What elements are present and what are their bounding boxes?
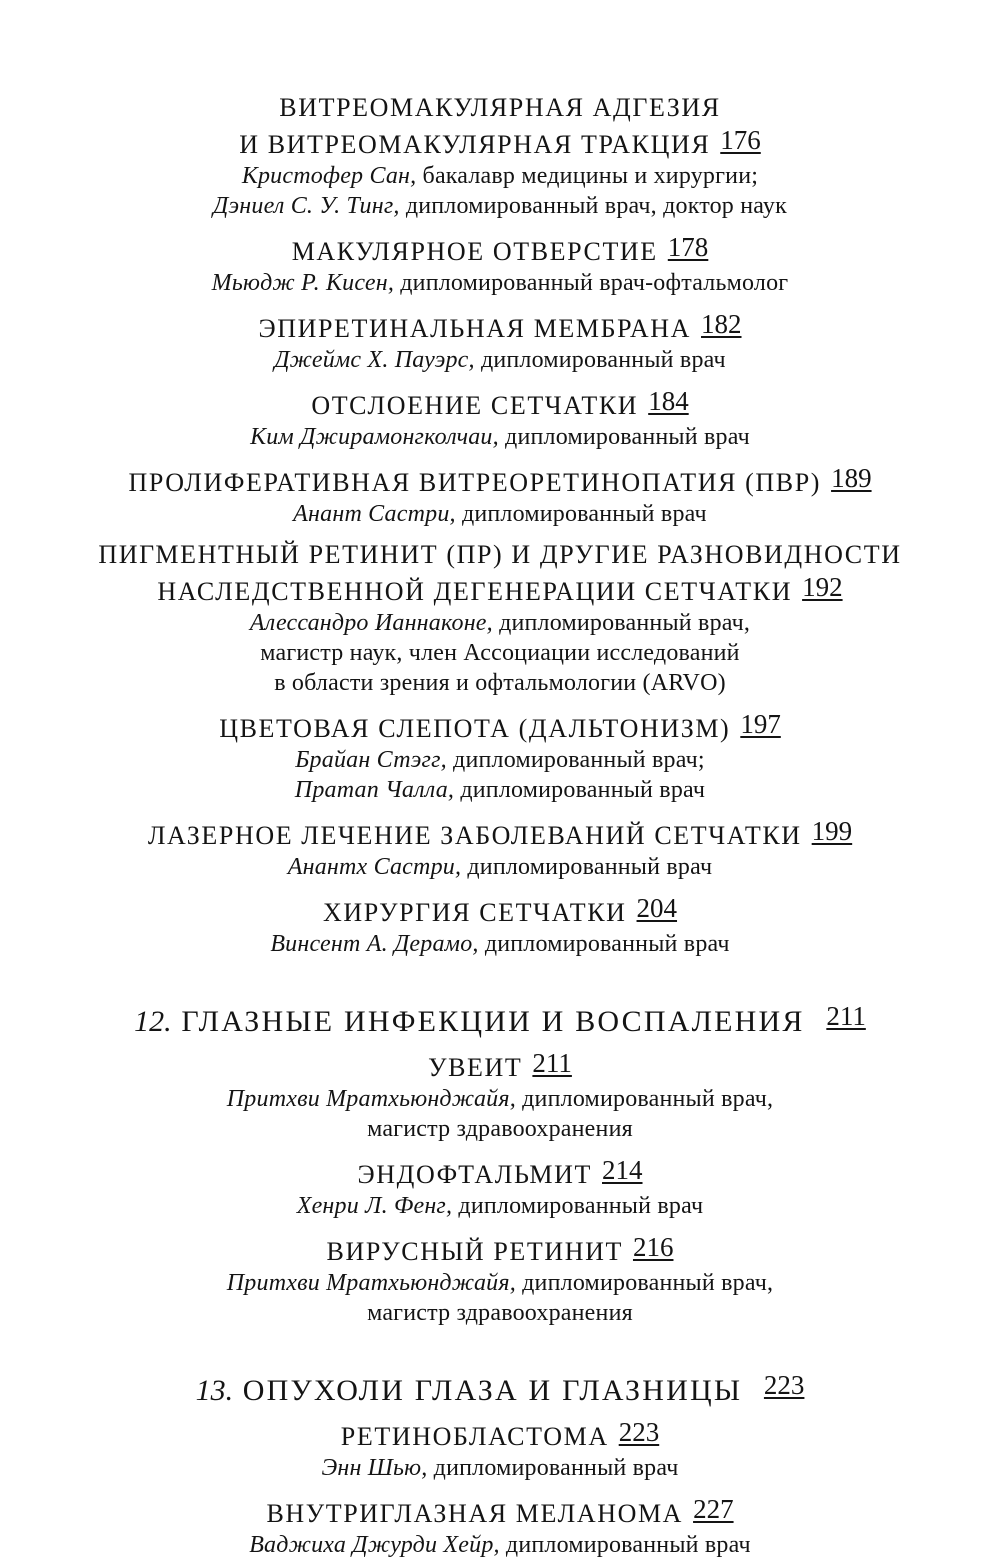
entry-title-line: ОТСЛОЕНИЕ СЕТЧАТКИ [311, 391, 639, 420]
entry-page-number[interactable]: 184 [648, 386, 689, 416]
author-name: Дэниел С. У. Тинг, [213, 193, 400, 219]
author-credentials: дипломированный врач, [499, 610, 751, 636]
entry-authors [0, 499, 1000, 529]
author-name: Ким Джирамонгколчаи, [250, 424, 499, 450]
entry-title [0, 1154, 1000, 1191]
entry-authors [0, 745, 1000, 805]
entry-title [0, 1493, 1000, 1530]
entry-page-number[interactable]: 176 [720, 125, 761, 155]
entry-page-number[interactable]: 223 [618, 1417, 660, 1447]
toc-entry[interactable] [0, 1231, 1000, 1328]
chapter-number: 13. [195, 1374, 234, 1407]
toc-entry[interactable] [0, 708, 1000, 805]
author-name: Джеймс Х. Пауэрс, [274, 347, 475, 373]
author-line [0, 1453, 1000, 1483]
entry-title [0, 231, 1000, 268]
entry-page-number[interactable]: 178 [667, 232, 709, 262]
author-line [0, 499, 1000, 529]
entry-title [0, 1416, 1000, 1453]
author-name: Энн Шью, [321, 1455, 428, 1481]
author-credentials: бакалавр медицины и хирургии; [422, 163, 759, 189]
author-credentials: дипломированный врач; [453, 747, 705, 773]
entry-title-line: РЕТИНОБЛАСТОМА [340, 1422, 609, 1451]
author-name: Алессандро Ианнаконе, [249, 610, 493, 636]
entry-page-number[interactable]: 197 [740, 709, 781, 739]
entry-authors [0, 161, 1000, 221]
entry-title-line: ЭПИРЕТИНАЛЬНАЯ МЕМБРАНА [258, 314, 692, 343]
entry-page-number[interactable]: 204 [636, 893, 678, 923]
chapter-13-heading[interactable] [0, 1366, 1000, 1410]
entry-title [0, 815, 1000, 852]
entry-authors [0, 1084, 1000, 1144]
entry-title-line: ВНУТРИГЛАЗНАЯ МЕЛАНОМА [266, 1499, 684, 1528]
author-credentials: в области зрения и офтальмологии (ARVO) [274, 670, 726, 696]
entry-authors [0, 608, 1000, 698]
entry-title-line: МАКУЛЯРНОЕ ОТВЕРСТИЕ [291, 237, 658, 266]
entry-title [0, 1231, 1000, 1268]
author-line [0, 1084, 1000, 1114]
chapter-page-number[interactable]: 211 [826, 1001, 866, 1031]
author-credentials: магистр здравоохранения [367, 1300, 633, 1326]
entry-title [0, 385, 1000, 422]
entry-authors [0, 268, 1000, 298]
author-line [0, 422, 1000, 452]
entry-page-number[interactable]: 189 [831, 463, 872, 493]
author-line [0, 1530, 1000, 1560]
author-credentials: дипломированный врач [480, 347, 726, 373]
toc-entry[interactable] [0, 1154, 1000, 1221]
entry-title [0, 92, 1000, 161]
author-line [0, 775, 1000, 805]
entry-title-line: ЦВЕТОВАЯ СЛЕПОТА (ДАЛЬТОНИЗМ) [219, 714, 731, 743]
section-c [0, 1416, 1000, 1560]
author-name: Притхви Мратхьюнджайя, [226, 1086, 516, 1112]
chapter-title: ГЛАЗНЫЕ ИНФЕКЦИИ И ВОСПАЛЕНИЯ [181, 1005, 805, 1038]
author-credentials: дипломированный врач, доктор наук [405, 193, 787, 219]
entry-title-line: ЛАЗЕРНОЕ ЛЕЧЕНИЕ ЗАБОЛЕВАНИЙ СЕТЧАТКИ [147, 821, 802, 850]
section-b [0, 1047, 1000, 1328]
toc-entry[interactable] [0, 308, 1000, 375]
entry-authors [0, 1530, 1000, 1560]
entry-title-line: УВЕИТ [428, 1053, 523, 1082]
author-credentials: дипломированный врач-офтальмолог [400, 270, 789, 296]
author-name: Ваджиха Джурди Хейр, [249, 1532, 500, 1558]
author-credentials: дипломированный врач [458, 1193, 704, 1219]
author-line [0, 345, 1000, 375]
toc-entry[interactable] [0, 1416, 1000, 1483]
entry-page-number[interactable]: 192 [802, 572, 843, 602]
author-line [0, 668, 1000, 698]
entry-page-number[interactable]: 211 [532, 1048, 572, 1078]
entry-page-number[interactable]: 216 [632, 1232, 674, 1262]
entry-title-line: ВИРУСНЫЙ РЕТИНИТ [326, 1237, 623, 1266]
author-name: Анантх Састри, [287, 854, 462, 880]
author-line [0, 638, 1000, 668]
author-credentials: дипломированный врач, [522, 1270, 774, 1296]
entry-authors [0, 1453, 1000, 1483]
toc-entry[interactable] [0, 1493, 1000, 1560]
entry-title-line: ПРОЛИФЕРАТИВНАЯ ВИТРЕОРЕТИНОПАТИЯ (ПВР) [128, 468, 822, 497]
author-line [0, 1191, 1000, 1221]
toc-entry[interactable] [0, 1047, 1000, 1144]
author-line [0, 1268, 1000, 1298]
entry-page-number[interactable]: 182 [701, 309, 742, 339]
entry-page-number[interactable]: 227 [693, 1494, 734, 1524]
entry-title [0, 708, 1000, 745]
author-credentials: магистр наук, член Ассоциации исследований [260, 640, 740, 666]
entry-title-line: НАСЛЕДСТВЕННОЙ ДЕГЕНЕРАЦИИ СЕТЧАТКИ [157, 577, 793, 606]
author-name: Мьюдж Р. Кисен, [211, 270, 395, 296]
author-line [0, 929, 1000, 959]
author-name: Пратап Чалла, [294, 777, 455, 803]
chapter-page-number[interactable]: 223 [763, 1370, 805, 1400]
entry-authors [0, 1191, 1000, 1221]
author-name: Притхви Мратхьюнджайя, [226, 1270, 516, 1296]
author-line [0, 191, 1000, 221]
author-name: Винсент А. Дерамо, [270, 931, 479, 957]
entry-title [0, 308, 1000, 345]
entry-authors [0, 422, 1000, 452]
toc-entry[interactable] [0, 539, 1000, 698]
author-credentials: дипломированный врач [460, 777, 706, 803]
author-line [0, 1114, 1000, 1144]
entry-title-line: ПИГМЕНТНЫЙ РЕТИНИТ (ПР) И ДРУГИЕ РАЗНОВИДНОСТИ [98, 540, 902, 569]
author-credentials: дипломированный врач, [522, 1086, 774, 1112]
entry-authors [0, 345, 1000, 375]
entry-title-line: ВИТРЕОМАКУЛЯРНАЯ АДГЕЗИЯ [279, 93, 721, 122]
author-credentials: дипломированный врач [484, 931, 730, 957]
author-credentials: дипломированный врач [433, 1455, 679, 1481]
entry-title [0, 1047, 1000, 1084]
author-name: Хенри Л. Фенг, [296, 1193, 453, 1219]
author-line [0, 161, 1000, 191]
chapter-12-heading[interactable] [0, 997, 1000, 1041]
entry-title [0, 892, 1000, 929]
toc-entry[interactable] [0, 231, 1000, 298]
author-credentials: магистр здравоохранения [367, 1116, 633, 1142]
entry-authors [0, 1268, 1000, 1328]
author-credentials: дипломированный врач [505, 424, 750, 450]
entry-title [0, 539, 1000, 608]
toc-entry[interactable] [0, 92, 1000, 221]
author-line [0, 745, 1000, 775]
section-a [0, 92, 1000, 959]
author-credentials: дипломированный врач [505, 1532, 751, 1558]
toc-entry[interactable] [0, 892, 1000, 959]
toc-entry[interactable] [0, 815, 1000, 882]
toc-entry[interactable] [0, 462, 1000, 529]
entry-authors [0, 852, 1000, 882]
author-name: Брайан Стэгг, [295, 747, 447, 773]
chapter-title: ОПУХОЛИ ГЛАЗА И ГЛАЗНИЦЫ [242, 1374, 743, 1407]
author-line [0, 608, 1000, 638]
author-credentials: дипломированный врач [467, 854, 713, 880]
author-name: Анант Састри, [293, 501, 456, 527]
entry-page-number[interactable]: 214 [602, 1155, 643, 1185]
chapter-number: 12. [134, 1005, 172, 1038]
entry-title [0, 462, 1000, 499]
author-name: Кристофер Сан, [241, 163, 417, 189]
entry-title-line: ХИРУРГИЯ СЕТЧАТКИ [322, 898, 627, 927]
entry-title-line: И ВИТРЕОМАКУЛЯРНАЯ ТРАКЦИЯ [239, 130, 711, 159]
author-credentials: дипломированный врач [461, 501, 707, 527]
toc-entry[interactable] [0, 385, 1000, 452]
author-line [0, 268, 1000, 298]
entry-page-number[interactable]: 199 [811, 816, 853, 846]
entry-authors [0, 929, 1000, 959]
entry-title-line: ЭНДОФТАЛЬМИТ [357, 1160, 593, 1189]
author-line [0, 852, 1000, 882]
author-line [0, 1298, 1000, 1328]
